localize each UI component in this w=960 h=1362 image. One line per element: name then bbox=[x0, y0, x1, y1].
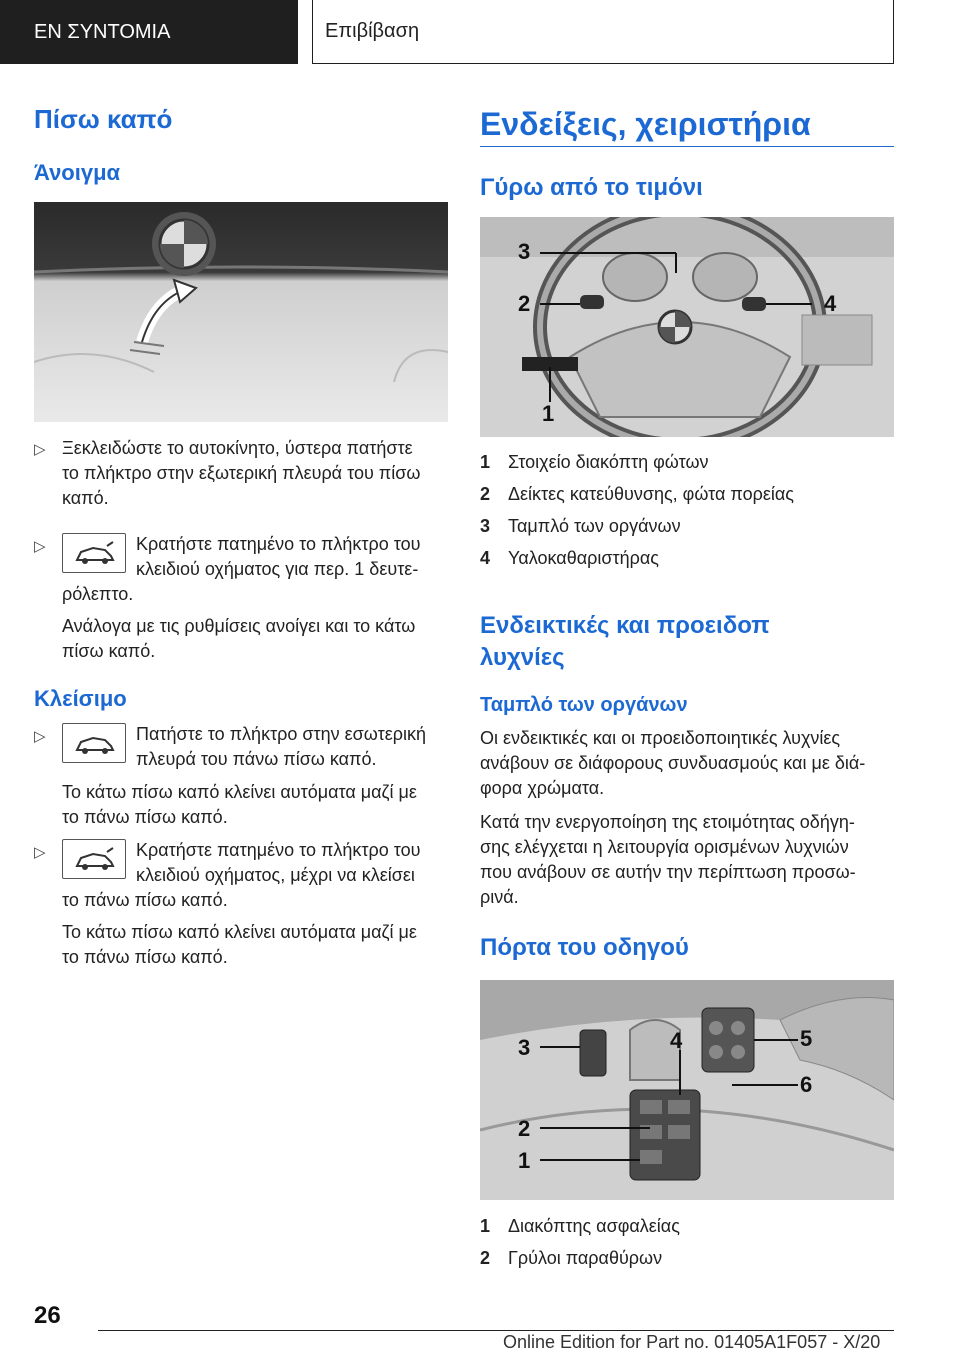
closing-step2 bbox=[136, 838, 420, 888]
opening-step1 bbox=[62, 436, 420, 511]
car-key-tailgate-icon bbox=[62, 839, 126, 879]
header-section: ΕΝ ΣΥΝΤΟΜΙΑ bbox=[0, 0, 298, 64]
door-figure bbox=[480, 980, 894, 1200]
line: ανάβουν σε διάφορους συνδυασμούς και με διά- bbox=[480, 753, 866, 773]
door-heading: Πόρτα του οδηγού bbox=[480, 934, 689, 961]
door-callout-1: 1 bbox=[518, 1148, 531, 1173]
warning-subheading: Ταμπλό των οργάνων bbox=[480, 694, 688, 716]
line: Ξεκλειδώστε το αυτοκίνητο, ύστερα πατήστε bbox=[62, 438, 413, 458]
line: Οι ενδεικτικές και οι προειδοποιητικές λυχνίες bbox=[480, 728, 841, 748]
warning-heading bbox=[480, 610, 770, 674]
door-legend-text: Γρύλοι παραθύρων bbox=[508, 1248, 663, 1268]
bullet-marker: ▷ bbox=[34, 728, 46, 745]
line: το πάνω πίσω καπό. bbox=[62, 947, 228, 967]
footer-rule bbox=[98, 1330, 894, 1331]
tailgate-inner-button-icon bbox=[62, 723, 126, 763]
warning-para1 bbox=[480, 726, 865, 801]
line: Το κάτω πίσω καπό κλείνει αυτόματα μαζί με bbox=[62, 782, 417, 802]
steering-legend-num: 3 bbox=[480, 516, 491, 536]
steering-legend-num: 4 bbox=[480, 548, 491, 568]
line: Κρατήστε πατημένο το πλήκτρο του bbox=[136, 534, 421, 554]
right-title: Ενδείξεις, χειριστήρια bbox=[480, 106, 811, 142]
closing-step2-cont: το πάνω πίσω καπό. bbox=[62, 890, 228, 910]
door-legend-num: 2 bbox=[480, 1248, 491, 1268]
steering-callout-3: 3 bbox=[518, 239, 531, 264]
bullet-marker: ▷ bbox=[34, 538, 46, 555]
steering-callout-1: 1 bbox=[542, 401, 555, 426]
steering-legend-text: Ταμπλό των οργάνων bbox=[508, 516, 681, 536]
bullet-marker: ▷ bbox=[34, 844, 46, 861]
door-callout-6: 6 bbox=[800, 1072, 813, 1097]
opening-step2-note bbox=[62, 614, 415, 664]
door-legend-text: Διακόπτης ασφαλείας bbox=[508, 1216, 680, 1236]
opening-step2 bbox=[136, 532, 420, 582]
tailgate-figure bbox=[34, 202, 448, 422]
steering-legend-text: Υαλοκαθαριστήρας bbox=[508, 548, 659, 568]
line: το πλήκτρο στην εξωτερική πλευρά του πίσω bbox=[62, 463, 421, 483]
page-number: 26 bbox=[34, 1302, 61, 1329]
bullet-marker: ▷ bbox=[34, 441, 46, 458]
car-key-tailgate-icon bbox=[62, 533, 126, 573]
steering-heading: Γύρω από το τιμόνι bbox=[480, 174, 703, 201]
closing-step1-note bbox=[62, 780, 417, 830]
footer-edition: Online Edition for Part no. 01405A1F057 - X/20 bbox=[503, 1332, 881, 1352]
door-legend-num: 1 bbox=[480, 1216, 491, 1236]
line: που ανάβουν σε αυτήν την περίπτωση προσω- bbox=[480, 862, 856, 882]
steering-callout-2: 2 bbox=[518, 291, 531, 316]
line: σης ελέγχεται η λειτουργία ορισμένων λυχνιών bbox=[480, 837, 849, 857]
closing-step1 bbox=[136, 722, 426, 772]
door-callout-3: 3 bbox=[518, 1035, 531, 1060]
title-rule bbox=[480, 146, 894, 147]
closing-heading: Κλείσιμο bbox=[34, 686, 127, 711]
line: Το κάτω πίσω καπό κλείνει αυτόματα μαζί με bbox=[62, 922, 417, 942]
line: κλειδιού οχήματος για περ. 1 δευτε- bbox=[136, 559, 419, 579]
line: το πάνω πίσω καπό. bbox=[62, 807, 228, 827]
line: Κρατήστε πατημένο το πλήκτρο του bbox=[136, 840, 421, 860]
line: Ανάλογα με τις ρυθμίσεις ανοίγει και το κάτω bbox=[62, 616, 416, 636]
door-callout-4: 4 bbox=[670, 1028, 683, 1053]
steering-legend-text: Δείκτες κατεύθυνσης, φώτα πορείας bbox=[508, 484, 794, 504]
steering-legend-num: 2 bbox=[480, 484, 491, 504]
line: Κατά την ενεργοποίηση της ετοιμότητας οδήγη- bbox=[480, 812, 855, 832]
tailgate-illustration bbox=[34, 202, 448, 422]
line: Ενδεικτικές και προειδοπ bbox=[480, 612, 770, 639]
opening-step2-cont: ρόλεπτο. bbox=[62, 584, 134, 604]
line: πλευρά του πάνω πίσω καπό. bbox=[136, 749, 377, 769]
line: φορα χρώματα. bbox=[480, 778, 605, 798]
door-callout-5: 5 bbox=[800, 1026, 813, 1051]
steering-legend-num: 1 bbox=[480, 452, 491, 472]
steering-illustration bbox=[480, 217, 894, 437]
header-chapter: Επιβίβαση bbox=[312, 0, 894, 64]
steering-callout-4: 4 bbox=[824, 291, 837, 316]
line: λυχνίες bbox=[480, 644, 565, 671]
opening-heading: Άνοιγμα bbox=[34, 160, 121, 185]
warning-para2 bbox=[480, 810, 856, 910]
line: πίσω καπό. bbox=[62, 641, 156, 661]
closing-step2-note bbox=[62, 920, 417, 970]
door-illustration bbox=[480, 980, 894, 1200]
line: καπό. bbox=[62, 488, 109, 508]
line: ρινά. bbox=[480, 887, 519, 907]
line: Πατήστε το πλήκτρο στην εσωτερική bbox=[136, 724, 426, 744]
door-callout-2: 2 bbox=[518, 1116, 531, 1141]
steering-legend-text: Στοιχείο διακόπτη φώτων bbox=[508, 452, 709, 472]
steering-figure bbox=[480, 217, 894, 437]
line: κλειδιού οχήματος, μέχρι να κλείσει bbox=[136, 865, 415, 885]
left-title: Πίσω καπό bbox=[34, 104, 173, 134]
